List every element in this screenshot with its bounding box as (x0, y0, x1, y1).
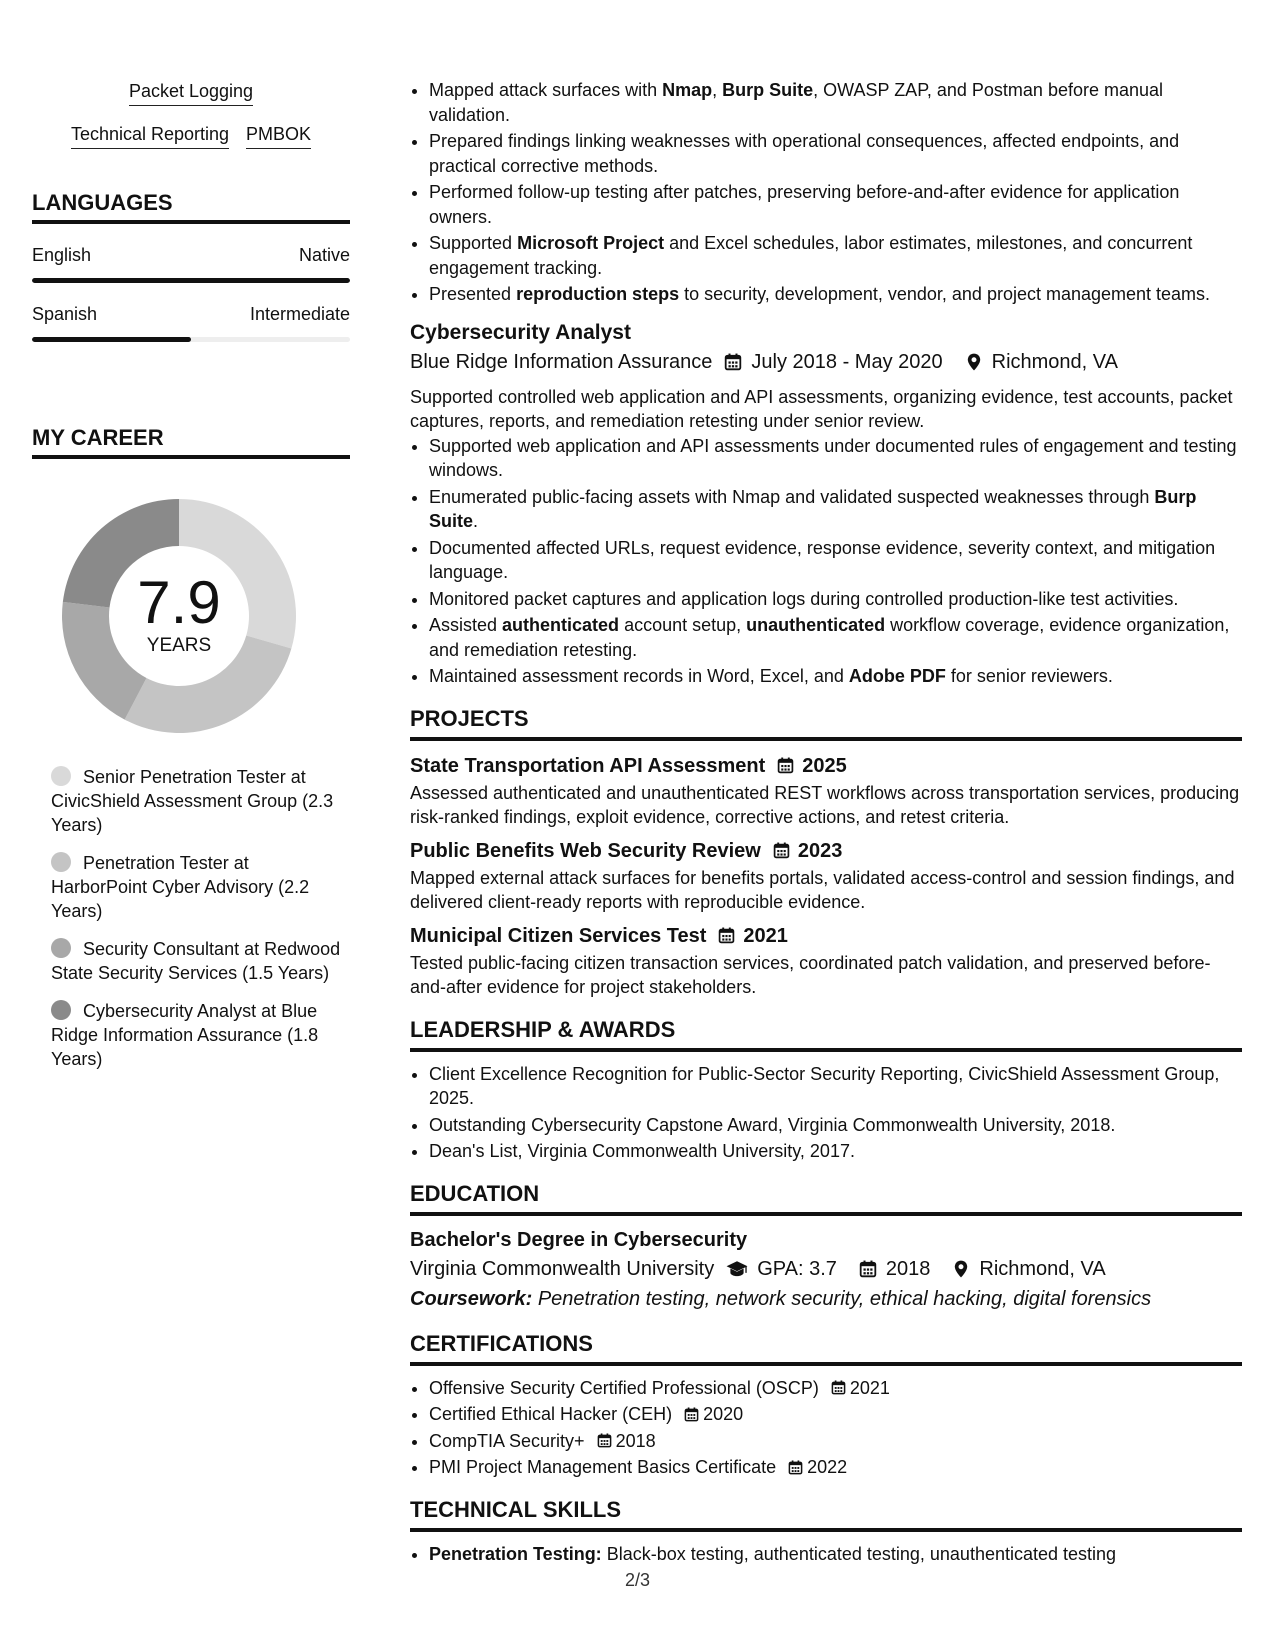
job-summary: Supported controlled web application and API assessments, organizing evidence, test accounts, packet captures, reports, and remediation retesting under senior review. (410, 386, 1233, 431)
skills-title: TECHNICAL SKILLS (410, 1496, 1242, 1532)
project-item (410, 836, 1242, 915)
project-description: Mapped external attack surfaces for benefits portals, validated access-control and session findings, and delivered client-ready reports with reproducible evidence. (410, 867, 1235, 912)
certification-item (429, 1455, 1242, 1480)
certification-year: 2018 (615, 1430, 656, 1451)
skill-tags-row (32, 123, 350, 149)
certification-item (429, 1402, 1242, 1427)
career-legend-item (51, 765, 341, 837)
certification-name: • CompTIA Security+ (429, 1430, 585, 1451)
language-proficiency-fill (32, 278, 350, 283)
certification-year: 2020 (703, 1404, 744, 1424)
job-bullet: • Presented reproduction steps to security, development, vendor, and project management teams. (429, 282, 1242, 307)
job-bullet: • Documented affected URLs, request evidence, response evidence, severity context, and mitigation language. (429, 536, 1242, 585)
job-title: Cybersecurity Analyst (410, 320, 631, 344)
career-title: MY CAREER (32, 424, 350, 459)
certification-name: • PMI Project Management Basics Certificate (429, 1457, 777, 1477)
coursework (410, 1284, 1242, 1314)
career-years-unit: YEARS (146, 635, 212, 656)
project-year: 2021 (743, 924, 788, 947)
languages-title: LANGUAGES (32, 189, 350, 224)
certification-year: 2022 (807, 1457, 848, 1477)
career-legend-item (51, 937, 341, 985)
project-item (410, 751, 1242, 830)
certifications-title: CERTIFICATIONS (410, 1330, 1242, 1366)
calendar-icon (831, 1380, 846, 1395)
projects-title: PROJECTS (410, 705, 1242, 741)
location-pin-icon (965, 353, 983, 371)
career-legend-label: Senior Penetration Tester at CivicShield Assessment Group (2.3 Years) (51, 767, 334, 835)
gpa: GPA: 3.7 (757, 1257, 837, 1280)
project-name: Public Benefits Web Security Review (410, 839, 761, 862)
main-content (410, 78, 1242, 1568)
career-donut-chart (54, 491, 304, 741)
job-entry (410, 319, 1242, 689)
certification-name: • Certified Ethical Hacker (CEH) (429, 1404, 673, 1424)
project-description: Tested public-facing citizen transaction services, coordinated patch validation, and preserved before-and-after evidence for project stakeholders. (410, 952, 1211, 997)
skill-tags-row (32, 80, 350, 106)
job-dates: July 2018 - May 2020 (751, 350, 943, 373)
award-item: • Dean's List, Virginia Commonwealth University, 2017. (429, 1139, 1242, 1164)
job-bullet: • Supported web application and API assessments under documented rules of engagement and testing windows. (429, 434, 1242, 483)
job-bullet: • Performed follow-up testing after patches, preserving before-and-after evidence for application owners. (429, 180, 1242, 229)
calendar-icon (718, 927, 735, 944)
career-legend-label: Security Consultant at Redwood State Security Services (1.5 Years) (51, 939, 341, 983)
certification-item (429, 1376, 1242, 1401)
legend-dot (51, 1000, 71, 1020)
career-legend-item (51, 999, 341, 1071)
calendar-icon (684, 1407, 699, 1422)
legend-dot (51, 766, 71, 786)
project-year: 2025 (802, 754, 847, 777)
job-bullet: • Enumerated public-facing assets with Nmap and validated suspected weaknesses through Burp Suite. (429, 485, 1242, 534)
language-proficiency-fill (32, 337, 191, 342)
calendar-icon (859, 1260, 877, 1278)
education-meta (410, 1254, 1242, 1284)
career-donut-center (54, 491, 304, 741)
job-location: Richmond, VA (991, 350, 1118, 373)
skills-section (410, 1496, 1242, 1567)
job-bullets (410, 434, 1242, 689)
calendar-icon (788, 1460, 803, 1475)
certification-name: • Offensive Security Certified Professional (OSCP) (429, 1377, 819, 1398)
company-name: Blue Ridge Information Assurance (410, 350, 713, 373)
sidebar (32, 80, 350, 1085)
language-name: English (32, 245, 92, 265)
job-bullet: • Monitored packet captures and application logs during controlled production-like test activities. (429, 587, 1242, 612)
language-item (32, 244, 350, 283)
certifications-list (410, 1376, 1242, 1480)
skill-text: Black-box testing, authenticated testing, unauthenticated testing (606, 1543, 1117, 1564)
career-legend-label: Penetration Tester at HarborPoint Cyber Advisory (2.2 Years) (51, 853, 310, 921)
language-name: Spanish (32, 304, 98, 324)
career-legend (51, 765, 341, 1071)
career-legend-label: Cybersecurity Analyst at Blue Ridge Information Assurance (1.8 Years) (51, 1001, 319, 1069)
language-item (32, 303, 350, 342)
languages-section (32, 189, 350, 342)
page-number: 2/3 (624, 1570, 651, 1590)
language-proficiency-bar (32, 337, 350, 342)
job-bullet: • Prepared findings linking weaknesses with operational consequences, affected endpoints, and practical corrective methods. (429, 129, 1242, 178)
project-item (410, 921, 1242, 1000)
coursework-label: Coursework: (410, 1287, 533, 1310)
calendar-icon (773, 842, 790, 859)
calendar-icon (724, 353, 742, 371)
career-legend-item (51, 851, 341, 923)
degree-title: Bachelor's Degree in Cybersecurity (410, 1228, 748, 1251)
education-section (410, 1180, 1242, 1314)
graduation-cap-icon (726, 1260, 748, 1278)
coursework-list: Penetration testing, network security, ethical hacking, digital forensics (537, 1287, 1152, 1310)
project-name: State Transportation API Assessment (410, 754, 766, 777)
certifications-section (410, 1330, 1242, 1480)
job-bullet: • Assisted authenticated account setup, unauthenticated workflow coverage, evidence organization, and remediation retesting. (429, 613, 1242, 662)
project-year: 2023 (797, 839, 843, 862)
calendar-icon (597, 1433, 612, 1448)
school-name: Virginia Commonwealth University (410, 1257, 715, 1280)
language-proficiency-bar (32, 278, 350, 283)
school-location: Richmond, VA (979, 1257, 1106, 1280)
skill-tag: PMBOK (246, 123, 311, 149)
calendar-icon (777, 757, 794, 774)
education-title: EDUCATION (410, 1180, 1242, 1216)
certification-year: 2021 (849, 1377, 890, 1398)
career-total-years: 7.9 (137, 569, 221, 636)
skills-list (410, 1542, 1242, 1567)
awards-list (410, 1062, 1242, 1164)
projects-section (410, 705, 1242, 1000)
project-name: Municipal Citizen Services Test (410, 924, 707, 947)
job-bullet: • Mapped attack surfaces with Nmap, Burp Suite, OWASP ZAP, and Postman before manual validation. (429, 78, 1242, 127)
award-item: • Outstanding Cybersecurity Capstone Award, Virginia Commonwealth University, 2018. (429, 1113, 1242, 1138)
career-section (32, 424, 350, 1071)
skill-tag: Technical Reporting (71, 123, 229, 149)
job-bullet: • Supported Microsoft Project and Excel schedules, labor estimates, milestones, and concurrent engagement tracking. (429, 231, 1242, 280)
skill-item (429, 1542, 1242, 1567)
award-item: • Client Excellence Recognition for Public-Sector Security Reporting, CivicShield Assessment Group, 2025. (429, 1062, 1242, 1111)
certification-item (429, 1429, 1242, 1454)
legend-dot (51, 852, 71, 872)
language-level: Intermediate (249, 304, 350, 324)
awards-section (410, 1016, 1242, 1164)
project-description: Assessed authenticated and unauthenticated REST workflows across transportation services, producing risk-ranked findings, exploit evidence, corrective actions, and retest criteria. (410, 782, 1240, 827)
language-level: Native (298, 245, 350, 265)
job-meta (410, 347, 1242, 377)
awards-title: LEADERSHIP & AWARDS (410, 1016, 1242, 1052)
job-bullet: • Maintained assessment records in Word, Excel, and Adobe PDF for senior reviewers. (429, 664, 1242, 689)
job-bullets (410, 78, 1242, 307)
location-pin-icon (952, 1260, 970, 1278)
legend-dot (51, 938, 71, 958)
graduation-year: 2018 (885, 1257, 931, 1280)
skill-tag: Packet Logging (129, 80, 253, 106)
skill-label: Penetration Testing: (429, 1543, 602, 1564)
